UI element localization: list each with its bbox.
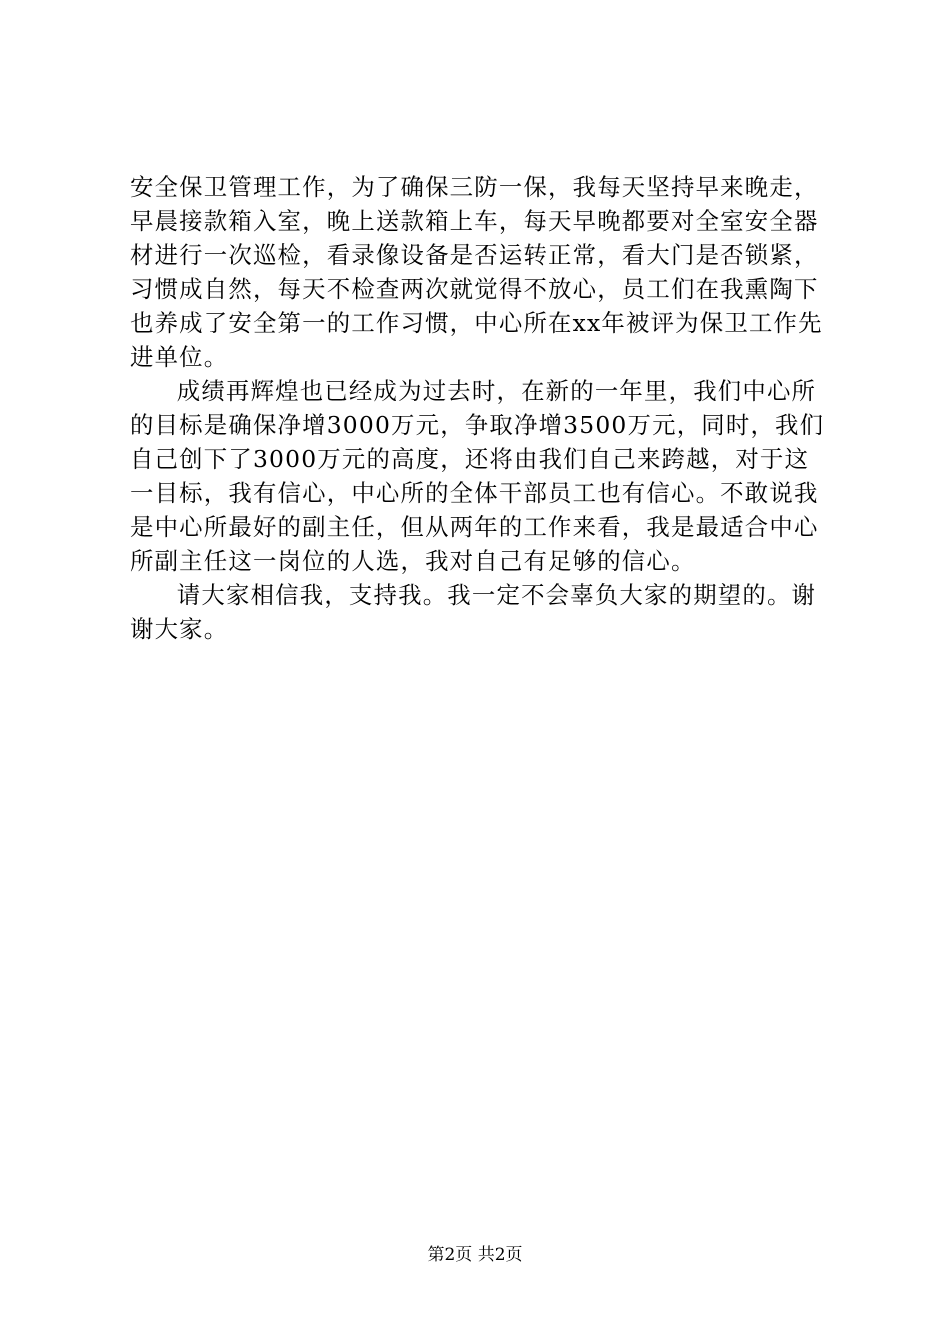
page-number-label: 第2页 共2页: [427, 1245, 523, 1265]
page-footer: [0, 1244, 950, 1266]
paragraph-goals: 成绩再辉煌也已经成为过去时，在新的一年里，我们中心所的目标是确保净增3000万元，争取净增3500万元，同时，我们自己创下了3000万元的高度，还将由我们自己来跨越，对于这一目标，我有信心，中心所的全体干部员工也有信心。不敢说我是中心所最好的副主任，但从两年的工作来看，我是最适合中心所副主任这一岗位的人选，我对自己有足够的信心。: [130, 377, 825, 575]
paragraph-security-work: 安全保卫管理工作，为了确保三防一保，我每天坚持早来晚走，早晨接款箱入室，晚上送款箱上车，每天早晚都要对全室安全器材进行一次巡检，看录像设备是否运转正常，看大门是否锁紧，习惯成自然，每天不检查两次就觉得不放心，员工们在我熏陶下也养成了安全第一的工作习惯，中心所在xx年被评为保卫工作先进单位。: [130, 173, 823, 371]
paragraph-closing: 请大家相信我，支持我。我一定不会辜负大家的期望的。谢谢大家。: [130, 581, 817, 643]
document-body: [130, 170, 830, 646]
